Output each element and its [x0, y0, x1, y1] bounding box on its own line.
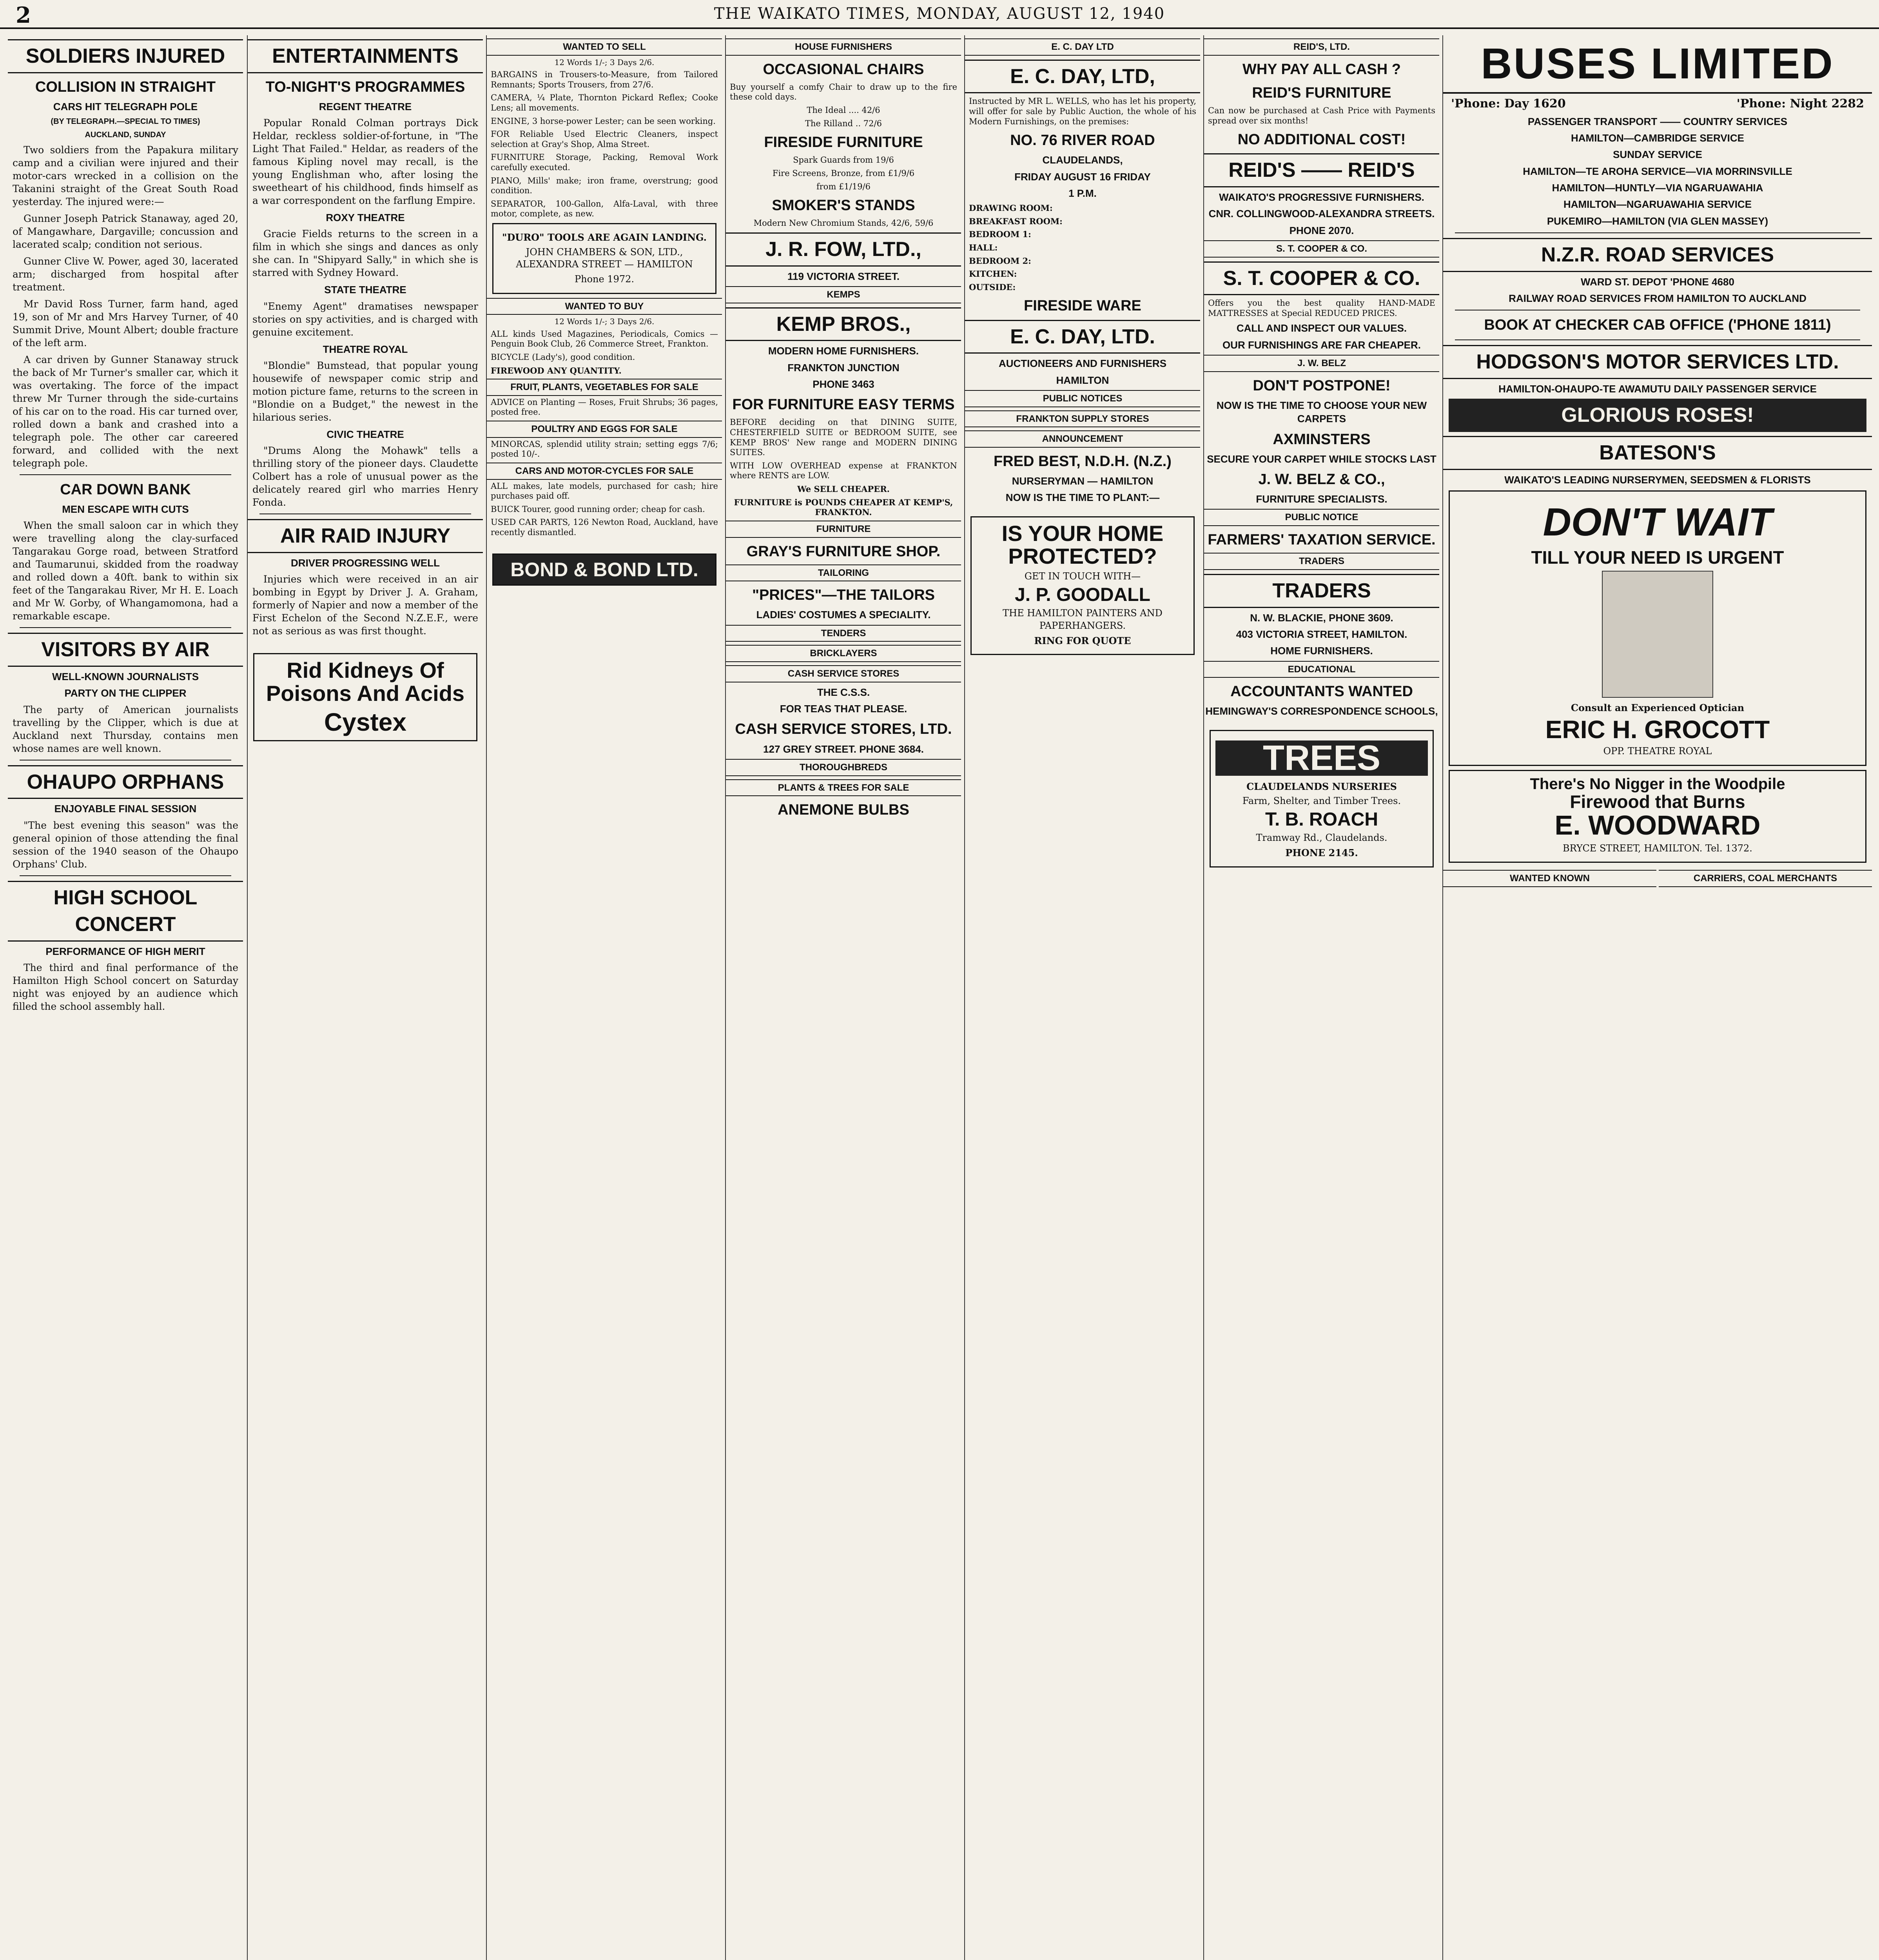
advert-brand: Cystex	[324, 708, 406, 736]
classified-ad: FOR Reliable Used Electric Cleaners, inspect selection at Gray's Shop, Alma Street.	[491, 129, 718, 149]
paragraph: Gunner Joseph Patrick Stanaway, aged 20, of Mangawhare, Dargaville; concussion and lacerated scalp; condition not serious.	[13, 212, 238, 250]
advert-text: OUR FURNISHINGS ARE FAR CHEAPER.	[1222, 339, 1421, 351]
paragraph: Two soldiers from the Papakura military camp and a civilian were injured and their motor-cars wrecked in a collision on the Takanini straight of the Great South Road yesterday. The injured were:—	[13, 144, 238, 207]
headline: VISITORS BY AIR	[8, 633, 243, 667]
paragraph: Popular Ronald Colman portrays Dick Heldar, reckless soldier-of-fortune, in "The Light That Failed." Heldar, as readers of the famous Kipling novel may recall, is the young Englishman who, after losing the sweetheart of his childhood, finds himself as a war correspondent on the farflung Empire.	[252, 117, 478, 207]
phone-day: 'Phone: Day 1620	[1451, 97, 1566, 111]
headline: TO-NIGHT'S PROGRAMMES	[265, 78, 465, 95]
advert-text: FURNITURE is POUNDS CHEAPER AT KEMP'S, FRANKTON.	[734, 497, 953, 517]
classified-heading: PUBLIC NOTICE	[1204, 509, 1439, 526]
phone-night: 'Phone: Night 2282	[1736, 97, 1864, 111]
advert-text: NOW IS THE TIME TO CHOOSE YOUR NEW CARPETS	[1216, 399, 1427, 425]
advert-text: Farm, Shelter, and Timber Trees.	[1242, 795, 1401, 807]
advert-heading: FIRESIDE WARE	[1024, 298, 1141, 314]
advert-phone: PHONE 2145.	[1285, 847, 1358, 859]
advert-text: WITH LOW OVERHEAD expense at FRANKTON where RENTS are LOW.	[730, 461, 957, 481]
subheading: CARS HIT TELEGRAPH POLE	[53, 100, 198, 113]
advert-text: FRANKTON JUNCTION	[787, 361, 900, 374]
room-heading: BREAKFAST ROOM:	[969, 216, 1063, 226]
advert-title: IS YOUR HOME PROTECTED?	[1001, 521, 1164, 569]
advert-address: OPP. THEATRE ROYAL	[1603, 746, 1712, 757]
classified-ad: FIREWOOD ANY QUANTITY.	[491, 365, 622, 376]
classified-ad: BICYCLE (Lady's), good condition.	[491, 352, 635, 362]
advert-address: WARD ST. DEPOT 'PHONE 4680	[1581, 276, 1734, 288]
advert-heading: BOOK AT CHECKER CAB OFFICE ('PHONE 1811)	[1484, 317, 1831, 334]
classified-heading: ANNOUNCEMENT	[965, 430, 1200, 448]
price-line: Spark Guards from 19/6	[793, 155, 894, 165]
subheading: STATE THEATRE	[324, 284, 406, 296]
paragraph: "Drums Along the Mohawk" tells a thrilling story of the pioneer days. Claudette Colbert has a role of unusual power as the delicately reared girl who marries Henry Fonda.	[252, 445, 478, 508]
room-heading: KITCHEN:	[969, 269, 1017, 279]
advert-text: THE HAMILTON PAINTERS AND PAPERHANGERS.	[1003, 608, 1163, 632]
classified-heading: S. T. COOPER & CO.	[1204, 240, 1439, 258]
classified-heading: J. W. BELZ	[1204, 355, 1439, 372]
classified-ad: USED CAR PARTS, 126 Newton Road, Auckland, have recently dismantled.	[491, 517, 718, 537]
column-transport	[1442, 35, 1872, 1960]
room-heading: HALL:	[969, 243, 998, 253]
advert-heading: ANEMONE BULBS	[778, 802, 909, 818]
advert-text: NOW IS THE TIME TO PLANT:—	[1005, 492, 1160, 504]
route-heading: RAILWAY ROAD SERVICES FROM HAMILTON TO AUCKLAND	[1509, 292, 1806, 304]
headline: HIGH SCHOOL CONCERT	[8, 881, 243, 942]
subheading: PASSENGER TRANSPORT —— COUNTRY SERVICES	[1527, 115, 1788, 127]
classified-heading: WANTED TO SELL	[487, 38, 722, 56]
advert-text: Offers you the best quality HAND-MADE MATTRESSES at Special REDUCED PRICES.	[1208, 298, 1435, 318]
auction-suburb: CLAUDELANDS,	[1042, 154, 1123, 166]
newspaper-title: THE WAIKATO TIMES, MONDAY, AUGUST 12, 1940	[714, 5, 1165, 23]
advert-name: E. WOODWARD	[1554, 810, 1761, 840]
advert-heading: FIRESIDE FURNITURE	[764, 134, 923, 151]
advert-address: 127 GREY STREET. PHONE 3684.	[763, 743, 924, 755]
classified-heading: EDUCATIONAL	[1204, 661, 1439, 678]
classified-heading: PLANTS & TREES FOR SALE	[726, 779, 961, 797]
woodward-advert	[1449, 770, 1866, 863]
advert-name: BATESON'S	[1443, 436, 1872, 470]
advert-address: 403 VICTORIA STREET, HAMILTON.	[1236, 628, 1407, 640]
advert-heading: "PRICES"—THE TAILORS	[752, 587, 935, 604]
advert-name: E. C. DAY, LTD,	[965, 60, 1200, 94]
advert-name: HEMINGWAY'S CORRESPONDENCE SCHOOLS,	[1205, 705, 1438, 717]
advert-subtitle: Firewood that Burns	[1570, 791, 1745, 812]
paragraph: Mr David Ross Turner, farm hand, aged 19, son of Mr and Mrs Harvey Turner, of 40 Summit Drive, Mount Albert; double fracture of the left arm.	[13, 298, 238, 348]
advert-heading: DON'T POSTPONE!	[1253, 377, 1391, 394]
advert-text: FOR TEAS THAT PLEASE.	[780, 703, 907, 715]
subheading: PERFORMANCE OF HIGH MERIT	[45, 945, 205, 957]
advert-text: THE C.S.S.	[817, 686, 870, 698]
advert-name: ERIC H. GROCOTT	[1545, 715, 1770, 744]
classified-ad: ENGINE, 3 horse-power Lester; can be seen working.	[491, 116, 716, 126]
classified-rate: 12 Words 1/-; 3 Days 2/6.	[554, 317, 655, 327]
advert-address: CNR. COLLINGWOOD-ALEXANDRA STREETS.	[1208, 208, 1435, 220]
paragraph: Gracie Fields returns to the screen in a film in which she sings and dances as only she can. In "Shipyard Sally," in which she is starred with Sydney Howard.	[252, 228, 478, 279]
classified-ad: MINORCAS, splendid utility strain; setting eggs 7/6; posted 10/-.	[491, 439, 718, 459]
classified-ad: ALL makes, late models, purchased for cash; hire purchases paid off.	[491, 481, 718, 501]
advert-text: LADIES' COSTUMES A SPECIALITY.	[756, 609, 931, 621]
advert-text: We SELL CHEAPER.	[797, 484, 890, 494]
classified-heading: THOROUGHBREDS	[726, 759, 961, 776]
advert-name: REID'S —— REID'S	[1204, 153, 1439, 187]
classified-ad: ADVICE on Planting — Roses, Fruit Shrubs; 36 pages, posted free.	[491, 397, 718, 417]
classified-ad: FURNITURE Storage, Packing, Removal Work carefully executed.	[491, 152, 718, 172]
paragraph: "Blondie" Bumstead, that popular young housewife of newspaper comic strip and motion picture fame, returns to the screen in "Blondie on a Budget," the newest in the hilarious series.	[252, 360, 478, 423]
route-heading: HAMILTON—CAMBRIDGE SERVICE	[1571, 132, 1745, 144]
advert-title: BOND & BOND LTD.	[510, 558, 698, 581]
advert-name: HODGSON'S MOTOR SERVICES LTD.	[1443, 345, 1872, 379]
advert-text: FURNITURE SPECIALISTS.	[1256, 493, 1387, 505]
classified-heading: FRUIT, PLANTS, VEGETABLES FOR SALE	[487, 379, 722, 396]
advert-title: "DURO" TOOLS ARE AGAIN LANDING.	[502, 231, 707, 243]
subheading: DRIVER PROGRESSING WELL	[291, 557, 440, 569]
advert-name: JOHN CHAMBERS & SON, LTD., ALEXANDRA STREET — HAMILTON	[516, 246, 693, 270]
classified-heading: FURNITURE	[726, 521, 961, 538]
advert-heading: FOR FURNITURE EASY TERMS	[732, 396, 955, 413]
advert-text: MODERN HOME FURNISHERS.	[768, 345, 919, 357]
column-furniture-traders	[1203, 35, 1439, 1960]
byline: (BY TELEGRAPH.—SPECIAL TO TIMES)	[51, 117, 200, 126]
advert-name: T. B. ROACH	[1265, 809, 1378, 830]
classified-ad: BUICK Tourer, good running order; cheap for cash.	[491, 504, 705, 514]
classified-heading: KEMPS	[726, 286, 961, 303]
column-entertainments	[247, 35, 483, 1960]
advert-text: SECURE YOUR CARPET WHILE STOCKS LAST	[1207, 453, 1436, 465]
advert-title: DON'T WAIT	[1543, 500, 1772, 544]
page-columns	[8, 35, 1871, 1960]
price-line: from £1/19/6	[816, 181, 871, 191]
classified-ad: CAMERA, ¼ Plate, Thornton Pickard Reflex; Cooke Lens; all movements.	[491, 93, 718, 113]
classified-heading: TRADERS	[1204, 553, 1439, 570]
price-line: Modern New Chromium Stands, 42/6, 59/6	[753, 218, 934, 228]
advert-text: CLAUDELANDS NURSERIES	[1246, 780, 1397, 792]
classified-heading: FRANKTON SUPPLY STORES	[965, 410, 1200, 428]
advert-heading: AXMINSTERS	[1273, 431, 1371, 448]
classified-heading: CARS AND MOTOR-CYCLES FOR SALE	[487, 463, 722, 480]
route-heading: HAMILTON—HUNTLY—VIA NGARUAWAHIA	[1552, 182, 1763, 194]
advert-text: HOME FURNISHERS.	[1270, 645, 1373, 657]
advert-address: BRYCE STREET, HAMILTON. Tel. 1372.	[1563, 842, 1752, 854]
column-auction	[964, 35, 1200, 1960]
route-heading: PUKEMIRO—HAMILTON (VIA GLEN MASSEY)	[1547, 215, 1768, 227]
paragraph: "The best evening this season" was the general opinion of those attending the final session of the 1940 season of the Ohaupo Orphans' Club.	[13, 819, 238, 870]
room-heading: BEDROOM 2:	[969, 256, 1031, 266]
paragraph: Injuries which were received in an air bombing in Egypt by Driver J. A. Graham, formerly of Napier and now a member of the First Echelon of the Second N.Z.E.F., were not as serious as was first thought.	[252, 573, 478, 637]
subheading: MEN ESCAPE WITH CUTS	[62, 503, 189, 515]
classified-heading: PUBLIC NOTICES	[965, 390, 1200, 407]
column-classifieds	[486, 35, 722, 1960]
roach-advert	[1210, 730, 1434, 867]
advert-text: CALL AND INSPECT OUR VALUES.	[1236, 322, 1407, 334]
subheading: ENJOYABLE FINAL SESSION	[54, 803, 197, 815]
price-line: Fire Screens, Bronze, from £1/9/6	[772, 169, 915, 178]
advert-name: J. W. BELZ & CO.,	[1258, 471, 1385, 488]
route-heading: HAMILTON-OHAUPO-TE AWAMUTU DAILY PASSENGER SERVICE	[1498, 383, 1817, 395]
cystex-advert	[253, 653, 477, 741]
advert-heading: OCCASIONAL CHAIRS	[763, 61, 924, 78]
headline: ENTERTAINMENTS	[248, 39, 483, 73]
advert-name: CASH SERVICE STORES, LTD.	[735, 721, 952, 738]
advert-name: E. C. DAY, LTD.	[965, 320, 1200, 354]
advert-text: NURSERYMAN — HAMILTON	[1012, 475, 1154, 487]
subheading: CIVIC THEATRE	[326, 428, 404, 441]
route-heading: HAMILTON—NGARUAWAHIA SERVICE	[1563, 198, 1752, 211]
subheading: WELL-KNOWN JOURNALISTS	[52, 670, 199, 682]
optician-portrait-image	[1602, 571, 1713, 698]
route-heading: SUNDAY SERVICE	[1613, 149, 1702, 161]
classified-ad: SEPARATOR, 100-Gallon, Alfa-Laval, with three motor, complete, as new.	[491, 199, 718, 219]
room-heading: OUTSIDE:	[969, 282, 1016, 292]
advert-heading: FARMERS' TAXATION SERVICE.	[1208, 532, 1436, 548]
advert-heading: GRAY'S FURNITURE SHOP.	[746, 543, 941, 560]
advert-title: Rid Kidneys Of Poisons And Acids	[266, 658, 465, 706]
price-line: The Ideal .... 42/6	[807, 105, 880, 115]
subheading: ROXY THEATRE	[326, 212, 405, 224]
classified-heading: TENDERS	[726, 625, 961, 642]
paragraph: The third and final performance of the Hamilton High School concert on Saturday night was enjoyed by an audience which filled the school assembly hall.	[13, 962, 238, 1013]
paragraph: The party of American journalists travelling by the Clipper, which is due at Auckland next Thursday, contains men whose names are well known.	[13, 704, 238, 754]
roses-banner: GLORIOUS ROSES!	[1449, 399, 1866, 432]
paragraph: Gunner Clive W. Power, aged 30, lacerated arm; discharged from hospital after treatment.	[13, 255, 238, 293]
route-heading: HAMILTON—TE AROHA SERVICE—VIA MORRINSVILLE	[1523, 165, 1792, 177]
advert-subtitle: TILL YOUR NEED IS URGENT	[1531, 547, 1784, 568]
advert-text: WAIKATO'S LEADING NURSERYMEN, SEEDSMEN & FLORISTS	[1504, 474, 1811, 486]
advert-name: N.Z.R. ROAD SERVICES	[1443, 238, 1872, 272]
headline: SOLDIERS INJURED	[8, 39, 243, 73]
classified-heading: BRICKLAYERS	[726, 645, 961, 662]
subheading: REGENT THEATRE	[319, 100, 412, 113]
classified-heading: CASH SERVICE STORES	[726, 665, 961, 682]
advert-text: AUCTIONEERS AND FURNISHERS	[998, 358, 1167, 370]
paragraph: A car driven by Gunner Stanaway struck the back of Mr Turner's smaller car, which it was overtaking. The force of the impact threw Mr Turner through the side-curtains of his car on to the road. His car turned over, rolled down a bank and crashed into a telegraph pole. The other car careered forward, and collided with the next telegraph pole.	[13, 354, 238, 469]
classified-heading: WANTED KNOWN	[1443, 870, 1656, 887]
headline: OHAUPO ORPHANS	[8, 765, 243, 799]
auction-date: FRIDAY AUGUST 16 FRIDAY	[1014, 171, 1151, 183]
advert-phone: Phone 1972.	[574, 274, 635, 285]
price-line: The Rilland .. 72/6	[805, 118, 882, 128]
classified-heading: REID'S, LTD.	[1204, 38, 1439, 56]
classified-heading: E. C. DAY LTD	[965, 38, 1200, 56]
classified-heading: POULTRY AND EGGS FOR SALE	[487, 421, 722, 438]
headline: AIR RAID INJURY	[248, 519, 483, 553]
advert-text: HAMILTON	[1056, 374, 1109, 386]
advert-heading: SMOKER'S STANDS	[772, 197, 915, 214]
advert-name: KEMP BROS.,	[726, 307, 961, 341]
paragraph: When the small saloon car in which they were travelling along the clay-surfaced Tangarakau Gorge road, between Stratford and Taumarunui, skidded from the roadway and rolled down a 40ft. bank to within six feet of the Tangarakau River, Mr H. E. Loach and Mr W. Gorby, of Whangamomona, had a remarkable escape.	[13, 520, 238, 622]
masthead	[0, 0, 1879, 29]
advert-text: BEFORE deciding on that DINING SUITE, CHESTERFIELD SUITE or BEDROOM SUITE, see KEMP BROS' New range and MODERN DINING SUITES.	[730, 417, 957, 457]
classified-rate: 12 Words 1/-; 3 Days 2/6.	[554, 57, 655, 67]
column-news-1	[8, 35, 243, 1960]
auction-time: 1 P.M.	[1068, 187, 1097, 199]
advert-heading: ACCOUNTANTS WANTED	[1230, 683, 1413, 700]
advert-heading: WHY PAY ALL CASH ?	[1242, 61, 1401, 78]
advert-name: J. P. GOODALL	[1015, 584, 1150, 605]
advert-name: N. W. BLACKIE, PHONE 3609.	[1250, 612, 1393, 624]
room-heading: BEDROOM 1:	[969, 229, 1031, 240]
advert-address: 119 VICTORIA STREET.	[787, 270, 900, 282]
buses-title: BUSES LIMITED	[1443, 35, 1872, 94]
advert-text: Buy yourself a comfy Chair to draw up to the fire these cold days.	[730, 82, 957, 102]
dateline: AUCKLAND, SUNDAY	[85, 131, 166, 140]
advert-heading: TRADERS	[1204, 574, 1439, 608]
classified-ad: PIANO, Mills' make; iron frame, overstrung; good condition.	[491, 176, 718, 196]
classified-heading: HOUSE FURNISHERS	[726, 38, 961, 56]
room-heading: DRAWING ROOM:	[969, 203, 1053, 213]
advert-address: Tramway Rd., Claudelands.	[1256, 832, 1387, 844]
classified-heading: CARRIERS, COAL MERCHANTS	[1659, 870, 1872, 887]
page-number: 2	[16, 2, 31, 28]
advert-name: S. T. COOPER & CO.	[1204, 261, 1439, 296]
advert-text: Instructed by MR L. WELLS, who has let his property, will offer for sale by Public Auction, the whole of his Modern Furnishings, on the premises:	[969, 96, 1196, 126]
advert-phone: PHONE 3463	[813, 378, 874, 390]
advert-text: RING FOR QUOTE	[1034, 635, 1131, 646]
headline: COLLISION IN STRAIGHT	[35, 78, 216, 95]
advert-title: TREES	[1215, 740, 1428, 776]
auction-address: NO. 76 RIVER ROAD	[1010, 132, 1155, 149]
advert-text: Can now be purchased at Cash Price with Payments spread over six months!	[1208, 105, 1435, 125]
classified-heading: WANTED TO BUY	[487, 298, 722, 315]
bond-advert	[492, 554, 716, 586]
headline: CAR DOWN BANK	[60, 481, 191, 498]
classified-ad: ALL kinds Used Magazines, Periodicals, Comics — Penguin Book Club, 26 Commerce Street, Frankton.	[491, 329, 718, 349]
classified-heading: TAILORING	[726, 564, 961, 582]
subheading: PARTY ON THE CLIPPER	[64, 687, 187, 699]
goodall-advert	[970, 516, 1195, 655]
paragraph: "Enemy Agent" dramatises newspaper stories on spy activities, and is charged with genuine excitement.	[252, 300, 478, 338]
advert-text: GET IN TOUCH WITH—	[1024, 571, 1141, 582]
column-furnishers	[725, 35, 961, 1960]
advert-title: There's No Nigger in the Woodpile	[1530, 775, 1785, 793]
duro-tools-advert	[492, 223, 716, 294]
classified-ad: BARGAINS in Trousers-to-Measure, from Tailored Remnants; Sports Trousers, from 27/6.	[491, 70, 718, 89]
grocott-advert	[1449, 490, 1866, 766]
subheading: THEATRE ROYAL	[323, 343, 408, 355]
advert-name: FRED BEST, N.D.H. (N.Z.)	[994, 453, 1172, 470]
advert-name: J. R. FOW, LTD.,	[726, 232, 961, 267]
advert-phone: PHONE 2070.	[1289, 224, 1354, 236]
advert-text: WAIKATO'S PROGRESSIVE FURNISHERS.	[1219, 191, 1424, 203]
advert-text: Consult an Experienced Optician	[1571, 702, 1745, 714]
advert-heading: NO ADDITIONAL COST!	[1237, 131, 1406, 148]
advert-heading: REID'S FURNITURE	[1252, 84, 1391, 101]
